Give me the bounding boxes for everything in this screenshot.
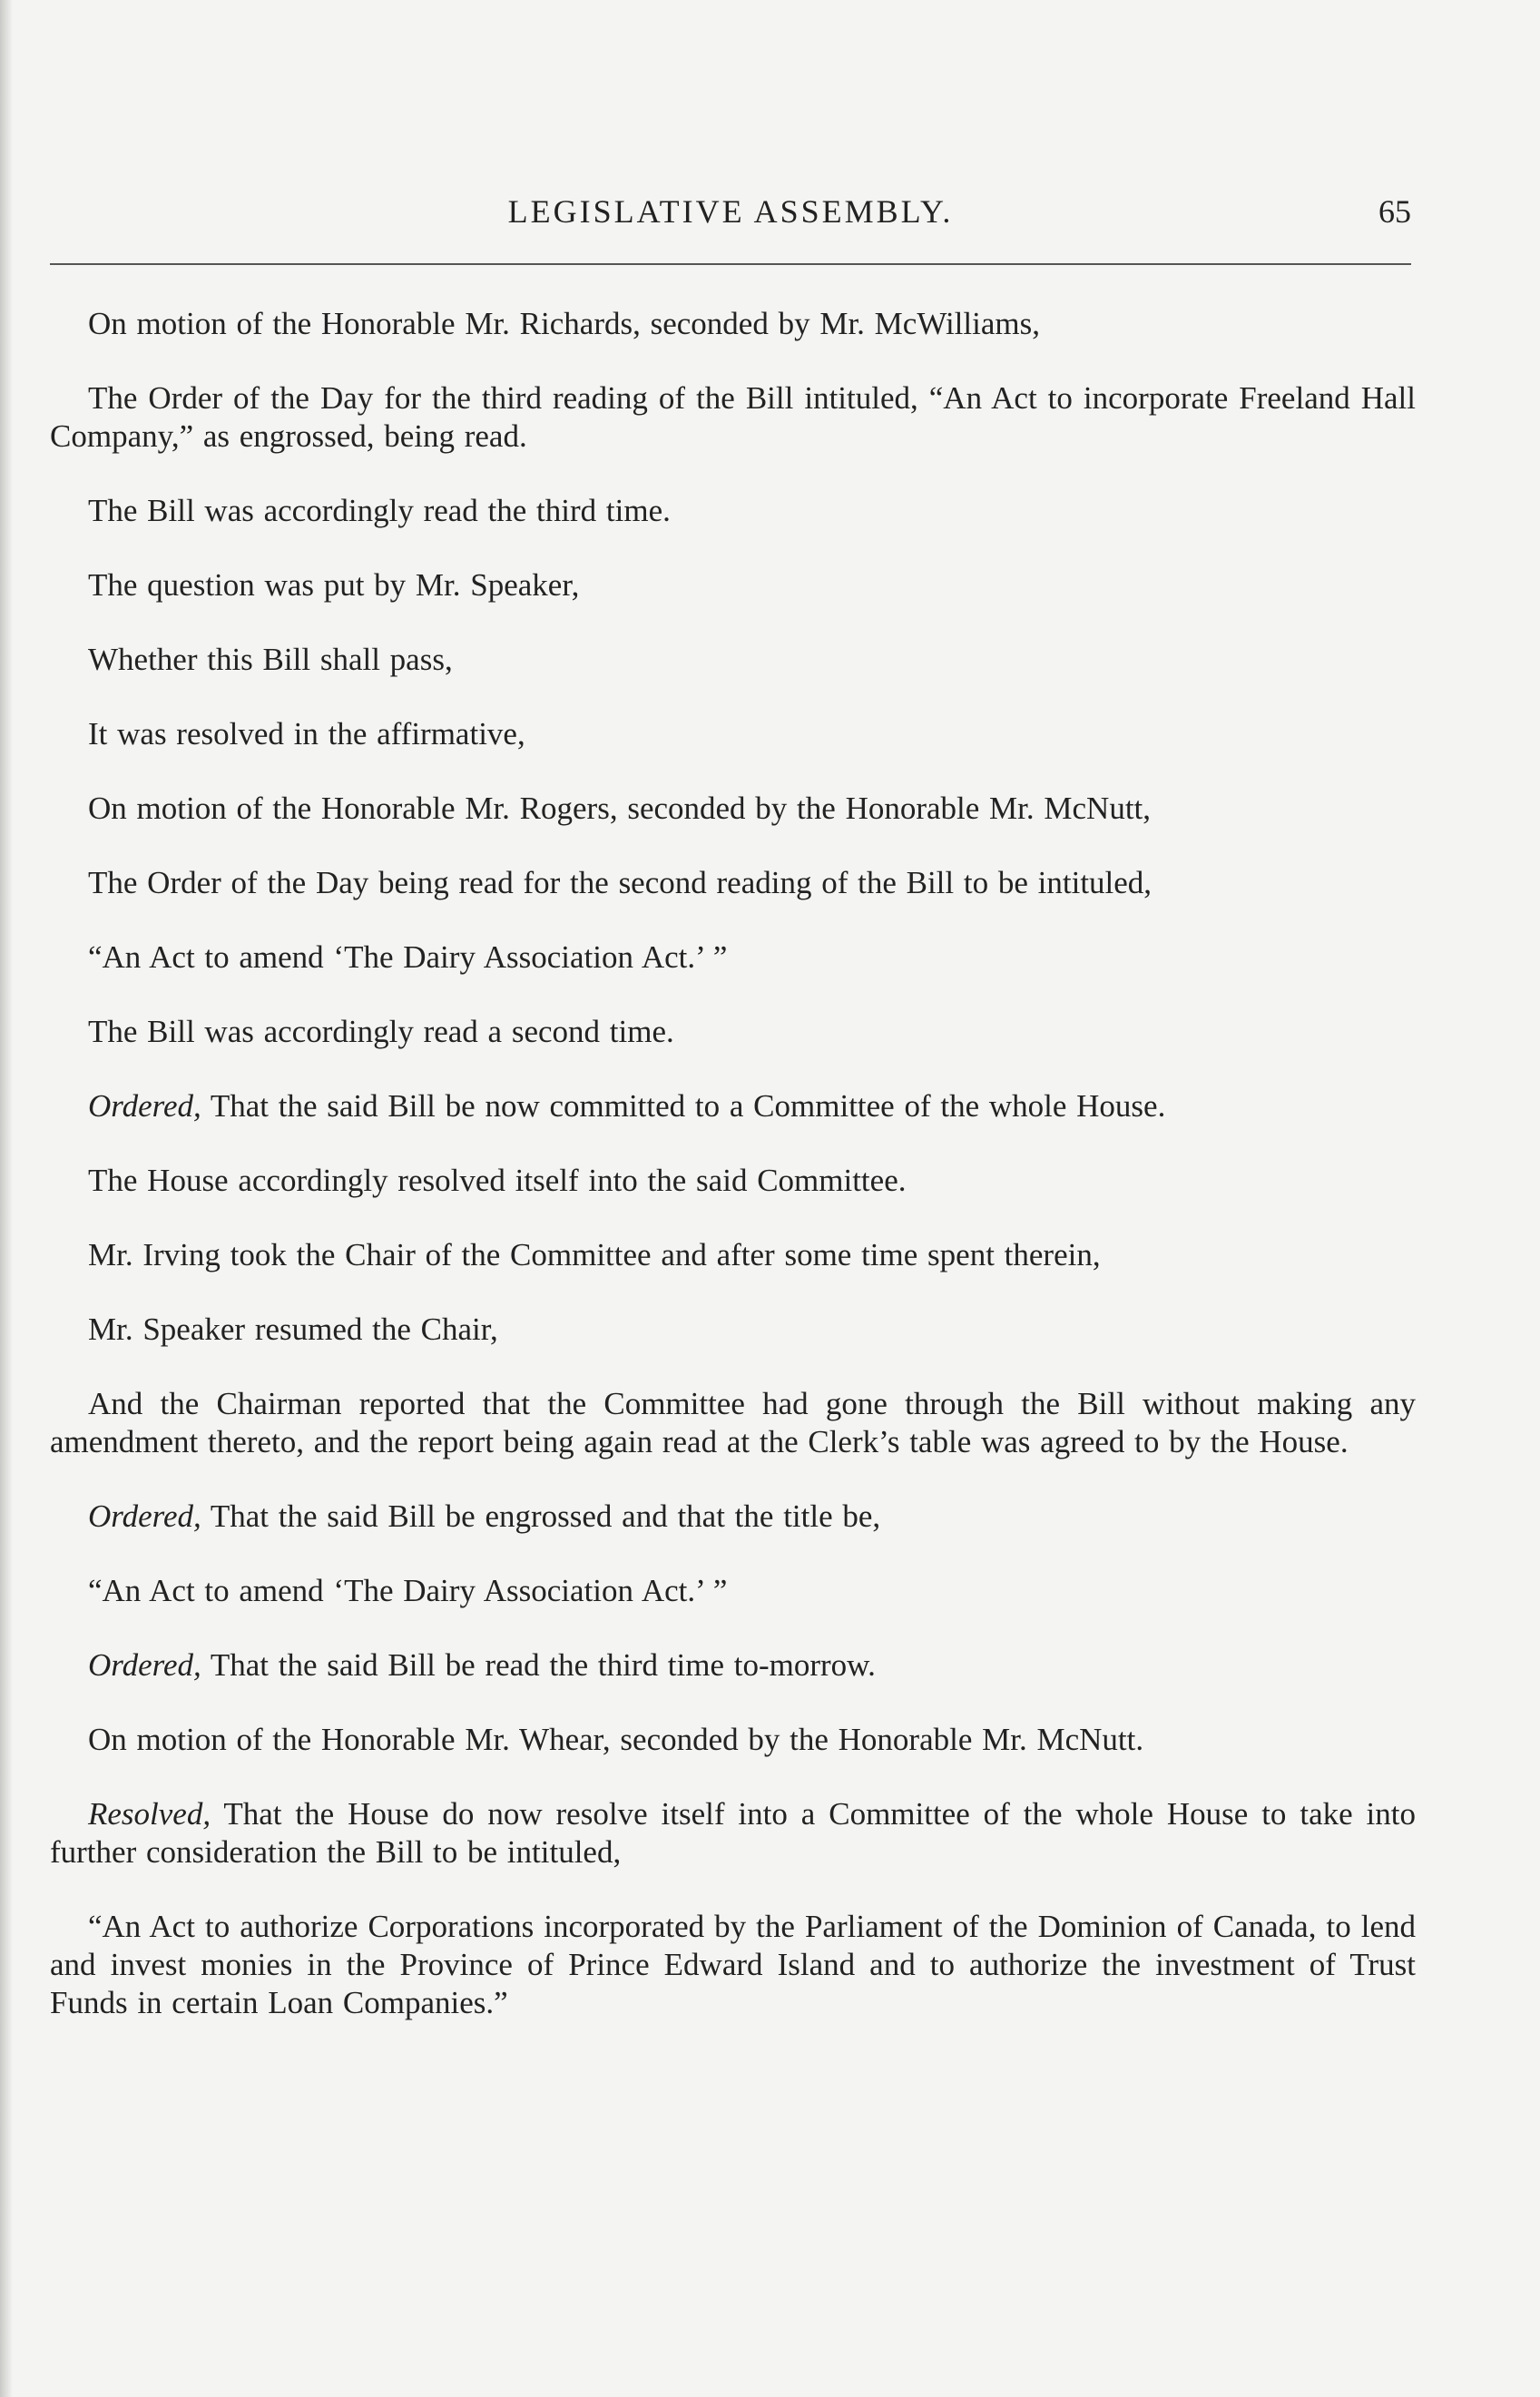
paragraph-text: And the Chairman reported that the Committee had gone through the Bill without making any amendment thereto, and the report being again read at the Clerk’s table was agreed to by the House. [50,1386,1416,1459]
paragraph [50,1087,1416,1125]
paragraph-lead: Resolved, [88,1796,211,1832]
paragraph-text: The Order of the Day being read for the second reading of the Bill to be intituled, [88,865,1153,900]
paragraph [50,938,1416,977]
paragraph [50,1721,1416,1759]
paragraph-text: “An Act to amend ‘The Dairy Association Act.’ ” [88,1573,728,1608]
paragraph [50,790,1416,828]
paragraph [50,566,1416,604]
page-number: 65 [1378,193,1411,230]
paragraph [50,641,1416,679]
paragraph [50,1013,1416,1051]
paragraph [50,379,1416,456]
paragraph-lead: Ordered, [88,1647,201,1683]
paragraph [50,305,1416,343]
paragraph-text: Whether this Bill shall pass, [88,642,453,677]
paragraph-text: On motion of the Honorable Mr. Whear, seconded by the Honorable Mr. McNutt. [88,1722,1144,1757]
paragraph-text: “An Act to authorize Corporations incorporated by the Parliament of the Dominion of Canada, to lend and invest monies in the Province of Prince Edward Island and to authorize the investment of Trust Funds in certain Loan Companies.” [50,1909,1416,2020]
paragraph-text: On motion of the Honorable Mr. Rogers, seconded by the Honorable Mr. McNutt, [88,791,1152,826]
paragraph-text: The question was put by Mr. Speaker, [88,567,580,603]
running-title: LEGISLATIVE ASSEMBLY. [507,193,954,230]
paragraph [50,1646,1416,1685]
page-header [50,192,1411,238]
paragraph [50,1908,1416,2022]
page-edge-shadow [0,0,13,2397]
paragraph [50,1795,1416,1871]
paragraph-text: On motion of the Honorable Mr. Richards, seconded by Mr. McWilliams, [88,306,1040,341]
paragraph-text: The Bill was accordingly read the third time. [88,493,671,528]
paragraph-text: Mr. Irving took the Chair of the Committee and after some time spent therein, [88,1237,1101,1272]
paragraph-text: That the said Bill be read the third time to-morrow. [201,1647,876,1683]
paragraph-text: It was resolved in the affirmative, [88,716,525,752]
paragraph [50,1498,1416,1536]
paragraph-text: The Bill was accordingly read a second time. [88,1014,674,1049]
paragraph-text: That the said Bill be engrossed and that the title be, [201,1498,881,1534]
paragraph [50,1572,1416,1610]
paragraph-text: The House accordingly resolved itself into the said Committee. [88,1163,907,1198]
paragraph-text: The Order of the Day for the third reading of the Bill intituled, “An Act to incorporate Freeland Hall Company,” as engrossed, being read. [50,380,1416,454]
paragraph-lead: Ordered, [88,1498,201,1534]
paragraph [50,492,1416,530]
paragraph-lead: Ordered, [88,1088,201,1124]
header-rule [50,263,1411,265]
body-text [50,305,1416,2058]
paragraph-text: Mr. Speaker resumed the Chair, [88,1311,498,1347]
paragraph [50,1311,1416,1349]
paragraph [50,864,1416,902]
paragraph-text: “An Act to amend ‘The Dairy Association Act.’ ” [88,939,728,975]
paragraph [50,1162,1416,1200]
paragraph-text: That the said Bill be now committed to a Committee of the whole House. [201,1088,1166,1124]
paragraph [50,1236,1416,1274]
paragraph-text: That the House do now resolve itself into a Committee of the whole House to take into further consideration the Bill to be intituled, [50,1796,1416,1870]
paragraph [50,715,1416,753]
paragraph [50,1385,1416,1461]
